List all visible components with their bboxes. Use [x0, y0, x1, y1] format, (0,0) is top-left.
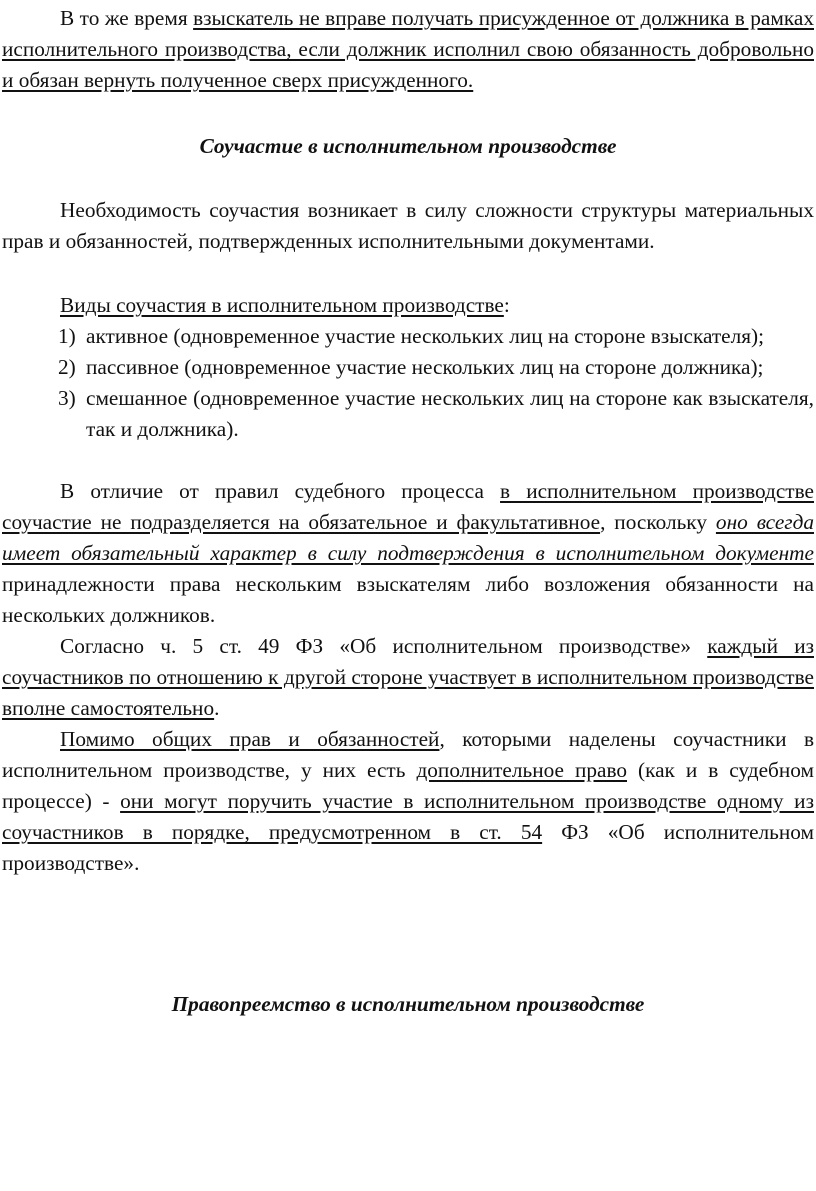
paragraph-necessity: Необходимость соучастия возникает в силу сложности структуры материальных прав и обязанностей, подтвержденных исполнительными документами. — [2, 198, 814, 253]
types-title-underlined: Виды соучастия в исполнительном производстве — [60, 293, 504, 317]
list-item-number: 1) — [58, 324, 76, 348]
underlined-text: в исполнительном производстве соучастие не подразделяется на обязательное и факультативное — [2, 479, 815, 534]
underlined-text: взыскатель не вправе получать присужденное от должника в рамках исполнительного производства, если должник исполнил свою обязанность добровольно и обязан вернуть полученное сверх присужденного. — [2, 6, 814, 92]
paragraph-difference — [2, 476, 814, 631]
list-item — [58, 352, 814, 383]
types-title — [2, 290, 814, 321]
document-page — [0, 3, 816, 1191]
list-item-number: 2) — [58, 355, 76, 379]
paragraph-lead: Согласно ч. 5 ст. 49 ФЗ «Об исполнительном производстве» — [60, 634, 708, 658]
list-item-text: активное (одновременное участие нескольких лиц на стороне взыскателя); — [86, 324, 765, 348]
types-title-colon: : — [503, 293, 510, 317]
list-item-text: смешанное (одновременное участие нескольких лиц на стороне как взыскателя, так и должника). — [86, 386, 814, 441]
list-item-text: пассивное (одновременное участие нескольких лиц на стороне должника); — [86, 355, 764, 379]
section-heading-participation: Соучастие в исполнительном производстве — [199, 134, 617, 158]
paragraph-lead: В отличие от правил судебного процесса — [60, 479, 501, 503]
paragraph-text: , которыми наделены соучастники в исполнительном производстве, у них есть — [2, 727, 815, 782]
underlined-text: каждый из соучастников по отношению к другой стороне участвует в исполнительном производстве вполне самостоятельно — [2, 634, 814, 720]
paragraph-lead: В то же время — [60, 6, 194, 30]
italic-underlined-text: оно всегда имеет обязательный характер в силу подтверждения в исполнительном документе — [2, 510, 815, 565]
paragraph-tail: принадлежности права нескольким взыскателям либо возложения обязанности на нескольких должников. — [2, 572, 814, 627]
paragraph-tail: . — [214, 696, 220, 720]
paragraph-text: , поскольку — [600, 510, 716, 534]
paragraph-tail: ФЗ «Об исполнительном производстве». — [2, 820, 814, 875]
underlined-text: Помимо общих прав и обязанностей — [60, 727, 440, 751]
list-item-number: 3) — [58, 386, 76, 410]
section-heading-succession: Правопреемство в исполнительном производстве — [171, 992, 645, 1016]
types-list — [2, 321, 814, 445]
paragraph-additional-right — [2, 724, 814, 879]
list-item — [58, 321, 814, 352]
paragraph-creditor-rights — [2, 3, 814, 96]
paragraph-law-reference — [2, 631, 814, 724]
underlined-text: они могут поручить участие в исполнительном производстве одному из соучастников в порядке, предусмотренном в ст. 54 — [2, 789, 814, 844]
paragraph-text: (как и в судебном процессе) - — [2, 758, 814, 813]
underlined-text: дополнительное право — [416, 758, 627, 782]
list-item — [58, 383, 814, 445]
